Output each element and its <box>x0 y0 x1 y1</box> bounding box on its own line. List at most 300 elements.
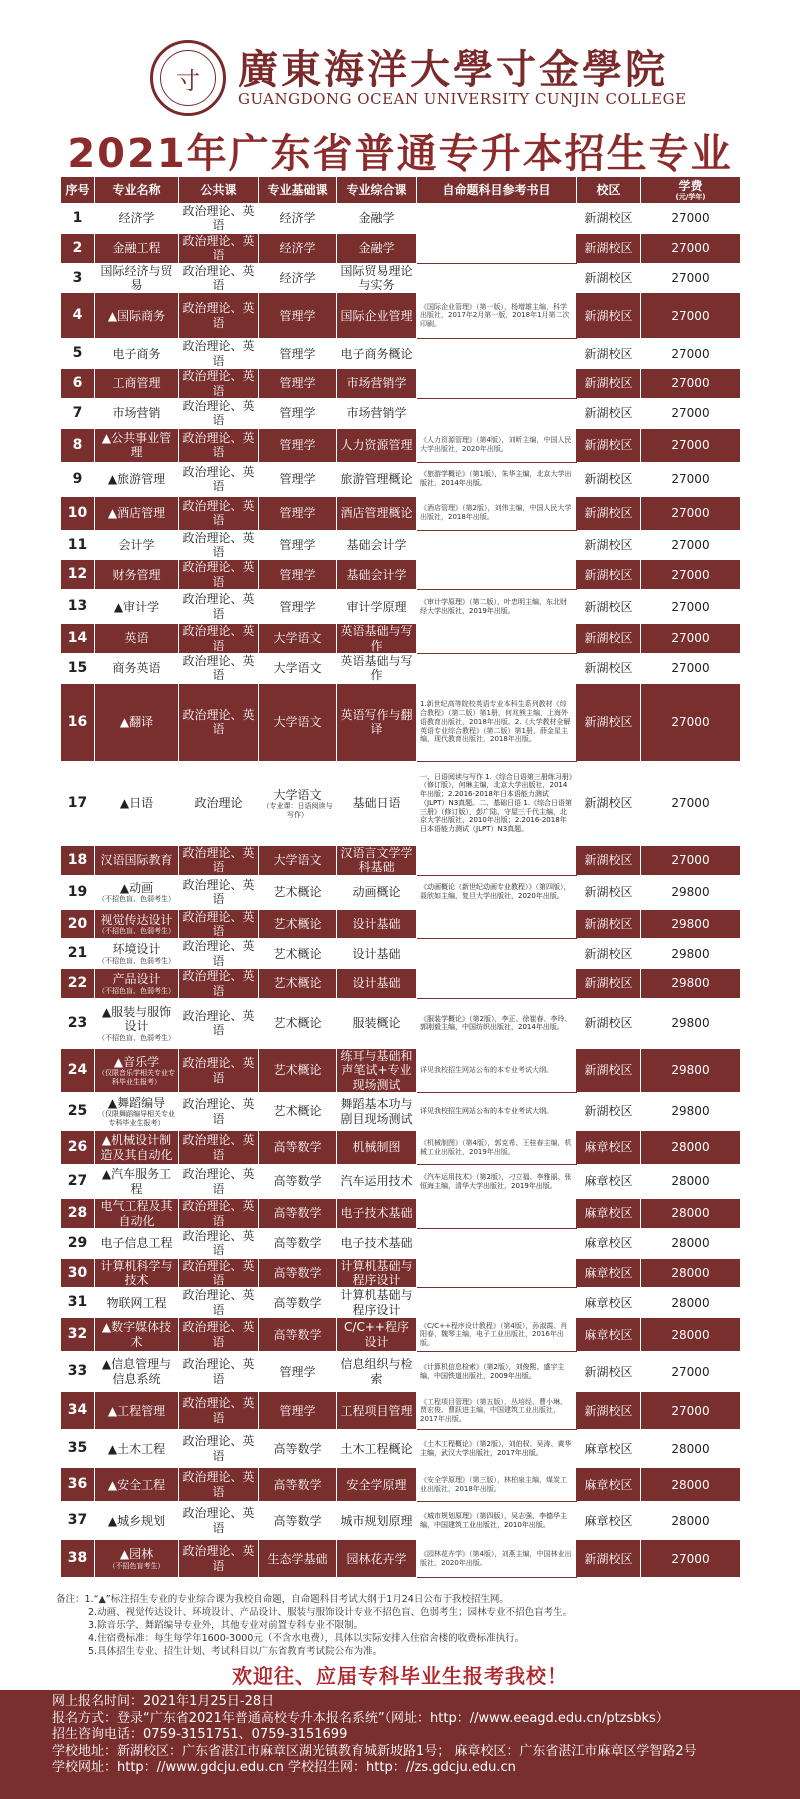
cell-major-text: ▲公共事业管理 <box>101 430 172 460</box>
cell-campus <box>577 1352 641 1392</box>
cell-comp-text: 计算机基础与程序设计 <box>340 1288 413 1317</box>
table-row <box>61 1048 741 1092</box>
cell-fee-text: 27000 <box>671 715 710 730</box>
cell-major <box>95 369 179 399</box>
cell-no <box>61 1131 95 1165</box>
cell-comp-text: 设计基础 <box>352 946 401 961</box>
cell-ref <box>417 624 577 654</box>
cell-major-text: ▲服装与服饰设计 <box>101 1004 172 1034</box>
cell-major <box>95 845 179 875</box>
cell-no <box>61 462 95 496</box>
cell-base-text: 高等数学 <box>273 1327 322 1342</box>
cell-campus <box>577 1165 641 1199</box>
cell-major-text: ▲音乐学 <box>113 1054 160 1069</box>
table-row <box>61 1502 741 1540</box>
cell-base <box>259 263 337 293</box>
cell-ref <box>417 1540 577 1578</box>
cell-base <box>259 233 337 263</box>
cell-comp <box>337 1165 417 1199</box>
cell-base <box>259 1258 337 1288</box>
cell-ref <box>417 1048 577 1092</box>
cell-ref-text: 《汽车运用技术》（第2版），刁立福、李雅丽、张恒海主编，清华大学出版社，2019年出版。 <box>420 1172 572 1190</box>
cell-public <box>179 1199 259 1229</box>
fee-header-unit: (元/学年) <box>675 192 706 201</box>
cell-no <box>61 204 95 234</box>
cell-fee-text: 27000 <box>671 240 710 255</box>
cell-major <box>95 998 179 1048</box>
cell-campus-text: 新湖校区 <box>584 599 633 614</box>
cell-comp-text: 设计基础 <box>352 916 401 931</box>
cell-base-text: 大学语文 <box>273 787 322 802</box>
table-row <box>61 1165 741 1199</box>
cell-public-text: 政治理论、英语 <box>182 1228 255 1258</box>
cell-comp <box>337 1502 417 1540</box>
cell-major <box>95 339 179 369</box>
cell-base-text: 高等数学 <box>273 1236 322 1251</box>
cell-campus-text: 新湖校区 <box>584 631 633 646</box>
cell-no-text: 21 <box>67 945 88 962</box>
cell-no <box>61 1093 95 1131</box>
footer-line: 报名方式：登录“广东省2021年普通高校专升本报名系统”（网址：http：//www.eeagd.edu.cn/ptzsbks） <box>52 1710 669 1726</box>
cell-no <box>61 530 95 560</box>
cell-fee-text: 28000 <box>671 1327 710 1342</box>
cell-no <box>61 1165 95 1199</box>
cell-no-text: 5 <box>72 345 83 362</box>
cell-campus-text: 麻章校区 <box>584 1513 633 1528</box>
cell-public-text: 政治理论、英语 <box>182 592 255 621</box>
cell-major <box>95 1165 179 1199</box>
cell-public <box>179 875 259 909</box>
cell-major <box>95 683 179 761</box>
footer-line: 学校网址：http：//www.gdcju.edu.cn 学校招生网：http：//zs.gdcju.edu.cn <box>52 1760 516 1775</box>
cell-ref-text: 《人力资源管理》（第4版），刘昕主编，中国人民大学出版社，2020年出版。 <box>420 436 572 454</box>
cell-public <box>179 1502 259 1540</box>
cell-comp <box>337 428 417 462</box>
cell-major-text: 会计学 <box>118 537 155 552</box>
cell-public <box>179 1540 259 1578</box>
cell-comp-text: C/C++程序设计 <box>344 1320 409 1349</box>
cell-major <box>95 909 179 939</box>
col-header-public: 公共课 <box>179 177 259 204</box>
cell-fee-text: 27000 <box>671 1403 710 1418</box>
cell-comp-text: 市场营销学 <box>346 406 407 421</box>
cell-base <box>259 293 337 339</box>
cell-base-text: 高等数学 <box>273 1174 322 1189</box>
cell-ref-text: 《服装学概论》（第2版），李正、徐崔春、李玲、郭刚毅主编，中国纺织出版社，2014年出版。 <box>420 1014 572 1032</box>
cell-public <box>179 683 259 761</box>
cell-ref-text: 《C/C++程序设计教程》（第4版），孙淑霞、肖阳春、魏琴主编，电子工业出版社，2016年出版。 <box>420 1321 568 1348</box>
cell-no <box>61 233 95 263</box>
cell-base <box>259 1502 337 1540</box>
cell-ref <box>417 1352 577 1392</box>
table-row <box>61 204 741 234</box>
cell-no <box>61 1288 95 1318</box>
cell-ref <box>417 204 577 234</box>
cell-base-text: 艺术概论 <box>273 916 322 931</box>
cell-no-text: 38 <box>67 1550 88 1567</box>
table-row <box>61 293 741 339</box>
note-line: 备注：1.“▲”标注招生专业的专业综合课为我校自命题，自命题科目考试大纲于1月24日公布于我校招生网。 <box>56 1594 509 1605</box>
cell-no-text: 2 <box>72 239 83 256</box>
cell-campus-text: 新湖校区 <box>584 884 633 899</box>
cell-ref <box>417 1288 577 1318</box>
cell-major <box>95 293 179 339</box>
table-row <box>61 1258 741 1288</box>
cell-public-text: 政治理论 <box>194 796 243 811</box>
cell-no <box>61 1468 95 1502</box>
cell-major-text: ▲汽车服务工程 <box>101 1167 172 1196</box>
cell-base-text: 艺术概论 <box>273 1104 322 1119</box>
cell-public-text: 政治理论、英语 <box>182 1506 255 1535</box>
cell-no-text: 23 <box>67 1015 88 1032</box>
majors-table <box>60 176 741 1578</box>
cell-campus <box>577 1392 641 1430</box>
cell-ref-text: 《国际企业管理》（第一版），杨增雄主编，科学出版社，2017年2月第一版，2018年1月第二次印刷。 <box>420 302 570 329</box>
table-row <box>61 1093 741 1131</box>
cell-campus-text: 麻章校区 <box>584 1265 633 1280</box>
cell-base <box>259 1430 337 1468</box>
cell-fee <box>641 1258 741 1288</box>
table-row <box>61 560 741 590</box>
cell-campus <box>577 204 641 234</box>
cell-public <box>179 1352 259 1392</box>
table-row <box>61 263 741 293</box>
cell-no-text: 30 <box>67 1264 88 1281</box>
cell-base-text: 管理学 <box>279 567 316 582</box>
cell-comp <box>337 654 417 684</box>
cell-ref <box>417 428 577 462</box>
table-row <box>61 1199 741 1229</box>
cell-no-text: 27 <box>67 1173 88 1190</box>
table-header-row <box>61 177 741 204</box>
cell-no-text: 22 <box>67 975 88 992</box>
cell-comp-text: 基础日语 <box>352 796 401 811</box>
cell-major <box>95 1228 179 1258</box>
cell-no-text: 13 <box>67 598 88 615</box>
cell-ref <box>417 909 577 939</box>
cell-campus <box>577 624 641 654</box>
table-row <box>61 654 741 684</box>
cell-public-text: 政治理论、英语 <box>182 845 255 875</box>
cell-base-text: 大学语文 <box>273 631 322 646</box>
cell-public <box>179 369 259 399</box>
cell-campus <box>577 761 641 845</box>
cell-ref-text: 《工程项目管理》（第五版），丛培经、曹小琳、贾宏俊、曹跃进主编，中国建筑工业出版社，2017年出版。 <box>420 1397 567 1424</box>
cell-public-text: 政治理论、英语 <box>182 654 255 683</box>
cell-major-text: 环境设计 <box>112 942 161 957</box>
cell-ref <box>417 1131 577 1165</box>
cell-public-text: 政治理论、英语 <box>182 1434 255 1463</box>
cell-public <box>179 969 259 999</box>
cell-public <box>179 263 259 293</box>
cell-major <box>95 590 179 624</box>
cell-major-text: 电子信息工程 <box>100 1236 173 1251</box>
cell-ref-text: 《旅游学概论》（第1版），朱华主编，北京大学出版社，2014年出版。 <box>420 470 572 488</box>
cell-fee-text: 27000 <box>671 505 710 520</box>
cell-campus <box>577 875 641 909</box>
cell-major <box>95 398 179 428</box>
school-name-en: GUANGDONG OCEAN UNIVERSITY CUNJIN COLLEGE <box>238 90 687 108</box>
cell-public <box>179 496 259 530</box>
cell-major <box>95 496 179 530</box>
cell-major-note: （仅限音乐学相关专业专科毕业生报考） <box>98 1069 175 1086</box>
cell-comp-text: 基础会计学 <box>346 567 407 582</box>
cell-major <box>95 1258 179 1288</box>
cell-public <box>179 560 259 590</box>
cell-base-text: 大学语文 <box>273 715 322 730</box>
cell-no-text: 28 <box>67 1205 88 1222</box>
cell-ref <box>417 263 577 293</box>
cell-no-text: 3 <box>72 269 83 286</box>
table-row <box>61 1430 741 1468</box>
fee-header-label: 学费 <box>678 179 703 194</box>
cell-base-text: 高等数学 <box>273 1513 322 1528</box>
cell-campus <box>577 998 641 1048</box>
cell-campus <box>577 1131 641 1165</box>
cell-public <box>179 1165 259 1199</box>
cell-campus-text: 麻章校区 <box>584 1140 633 1155</box>
note-line: 5.具体招生专业、招生计划、考试科目以广东省教育考试院公布为准。 <box>88 1646 383 1657</box>
cell-comp <box>337 1392 417 1430</box>
cell-fee <box>641 428 741 462</box>
cell-major <box>95 1093 179 1131</box>
cell-fee-text: 28000 <box>671 1441 710 1456</box>
cell-public-text: 政治理论、英语 <box>182 464 255 494</box>
cell-comp <box>337 624 417 654</box>
cell-public <box>179 1093 259 1131</box>
cell-base-text: 高等数学 <box>273 1206 322 1221</box>
cell-base-text: 管理学 <box>279 376 316 391</box>
cell-fee <box>641 1352 741 1392</box>
cell-ref <box>417 1165 577 1199</box>
cell-comp-text: 汉语言文学学科基础 <box>340 845 413 875</box>
cell-ref-text: 《土木工程概论》（第2版），刘伯权、吴涛、黄华主编，武汉大学出版社，2017年出版。 <box>420 1439 572 1457</box>
cell-fee-text: 28000 <box>671 1174 710 1189</box>
cell-campus-text: 新湖校区 <box>584 567 633 582</box>
cell-ref-text: 详见我校招生网站公布的本专业考试大纲。 <box>420 1066 553 1075</box>
cell-fee-text: 27000 <box>671 1364 710 1379</box>
cell-major <box>95 462 179 496</box>
cell-no-text: 34 <box>67 1402 88 1419</box>
cell-comp-text: 基础会计学 <box>346 537 407 552</box>
col-header-fee <box>641 177 741 204</box>
table-row <box>61 462 741 496</box>
cell-no <box>61 293 95 339</box>
cell-major-text: ▲信息管理与信息系统 <box>101 1357 172 1386</box>
cell-public-text: 政治理论、英语 <box>182 430 255 460</box>
cell-comp <box>337 1288 417 1318</box>
cell-base-text: 高等数学 <box>273 1140 322 1155</box>
cell-campus <box>577 339 641 369</box>
cell-comp-text: 工程项目管理 <box>340 1403 413 1418</box>
cell-no-text: 11 <box>67 536 88 553</box>
cell-ref-text: 1.新世纪高等院校英语专业本科生系列教材《综合教程》（第二版）第1册，何兆熊主编，上海外语教育出版社，2018年出版。2.《大学教材全解英语专业综合教程》（第二版）第1册，薛金星主编，现代教育出版社，2018年出版。 <box>420 700 571 744</box>
cell-base <box>259 1318 337 1352</box>
table-row <box>61 233 741 263</box>
cell-public <box>179 339 259 369</box>
cell-public-text: 政治理论、英语 <box>182 498 255 528</box>
cell-base-text: 经济学 <box>279 270 316 285</box>
cell-base-text: 艺术概论 <box>273 1016 322 1031</box>
cell-public-text: 政治理论、英语 <box>182 624 255 653</box>
cell-public-text: 政治理论、英语 <box>182 1357 255 1386</box>
cell-campus-text: 新湖校区 <box>584 1063 633 1078</box>
cell-comp <box>337 590 417 624</box>
cell-comp <box>337 293 417 339</box>
cell-no <box>61 1199 95 1229</box>
cell-major-text: ▲旅游管理 <box>107 471 166 486</box>
cell-fee <box>641 1468 741 1502</box>
cell-no <box>61 398 95 428</box>
cell-base-text: 艺术概论 <box>273 946 322 961</box>
cell-comp-text: 国际贸易理论与实务 <box>340 263 413 292</box>
cell-campus <box>577 1199 641 1229</box>
cell-major-text: ▲翻译 <box>119 715 154 730</box>
cell-comp-text: 土木工程概论 <box>340 1441 413 1456</box>
cell-base <box>259 1392 337 1430</box>
cell-base-text: 高等数学 <box>273 1441 322 1456</box>
cell-fee-text: 27000 <box>671 346 710 361</box>
cell-base <box>259 496 337 530</box>
cell-base <box>259 530 337 560</box>
cell-no <box>61 1048 95 1092</box>
cell-base <box>259 339 337 369</box>
cell-major-text: ▲土木工程 <box>107 1441 166 1456</box>
cell-major-text: 电气工程及其自动化 <box>100 1199 173 1228</box>
cell-no <box>61 369 95 399</box>
cell-no-text: 32 <box>67 1326 88 1343</box>
cell-campus-text: 新湖校区 <box>584 853 633 867</box>
cell-public <box>179 998 259 1048</box>
cell-ref-text: 详见我校招生网站公布的本专业考试大纲。 <box>420 1107 553 1116</box>
cell-campus-text: 新湖校区 <box>584 916 633 931</box>
cell-no <box>61 624 95 654</box>
cell-base <box>259 560 337 590</box>
cell-campus <box>577 1048 641 1092</box>
cell-major-note: （不招色盲、色弱考生） <box>98 895 175 904</box>
cell-fee <box>641 845 741 875</box>
cell-ref-text: 《城市规划原理》（第四版），吴志强、李德华主编，中国建筑工业出版社，2010年出版。 <box>420 1511 567 1529</box>
cell-comp-text: 汽车运用技术 <box>340 1174 413 1189</box>
cell-base-text: 管理学 <box>279 471 316 486</box>
cell-public <box>179 1468 259 1502</box>
cell-major-note: （仅限舞蹈编导相关专业专科毕业生报考） <box>98 1110 175 1127</box>
cell-comp-text: 英语基础与写作 <box>340 654 413 683</box>
cell-no-text: 15 <box>67 660 88 677</box>
cell-base <box>259 1093 337 1131</box>
cell-fee-text: 27000 <box>671 437 710 452</box>
cell-campus-text: 新湖校区 <box>584 406 633 421</box>
cell-no <box>61 496 95 530</box>
table-row <box>61 1392 741 1430</box>
cell-no-text: 14 <box>67 630 88 647</box>
cell-campus <box>577 1258 641 1288</box>
cell-fee-text: 28000 <box>671 1206 710 1221</box>
cell-campus-text: 新湖校区 <box>584 1364 633 1379</box>
cell-fee-text: 27000 <box>671 406 710 421</box>
cell-campus <box>577 1318 641 1352</box>
cell-major-text: ▲酒店管理 <box>107 505 166 520</box>
table-row <box>61 624 741 654</box>
cell-comp-text: 电子技术基础 <box>340 1236 413 1251</box>
cell-comp <box>337 398 417 428</box>
cell-no-text: 4 <box>72 307 83 324</box>
cell-no-text: 36 <box>67 1476 88 1493</box>
cell-campus <box>577 909 641 939</box>
cell-ref <box>417 339 577 369</box>
cell-major-text: 经济学 <box>118 211 155 226</box>
cell-comp-text: 旅游管理概论 <box>340 471 413 486</box>
cell-public <box>179 1131 259 1165</box>
cell-major <box>95 875 179 909</box>
cell-fee <box>641 998 741 1048</box>
cell-campus <box>577 428 641 462</box>
cell-no <box>61 1352 95 1392</box>
cell-base-text: 经济学 <box>279 240 316 255</box>
cell-campus <box>577 683 641 761</box>
cell-fee-text: 27000 <box>671 1551 710 1566</box>
cell-comp <box>337 204 417 234</box>
cell-fee-text: 27000 <box>671 471 710 486</box>
cell-base <box>259 1288 337 1318</box>
cell-base-text: 生态学基础 <box>267 1551 328 1566</box>
cell-public-text: 政治理论、英语 <box>182 877 255 907</box>
cell-comp <box>337 1048 417 1092</box>
cell-comp <box>337 1093 417 1131</box>
cell-campus-text: 新湖校区 <box>584 1403 633 1418</box>
cell-base <box>259 1165 337 1199</box>
cell-ref-text: 《审计学原理》（第二版），叶忠明主编，东北财经大学出版社，2019年出版。 <box>420 598 567 615</box>
cell-comp <box>337 909 417 939</box>
cell-no <box>61 683 95 761</box>
cell-public <box>179 204 259 234</box>
cell-campus <box>577 1093 641 1131</box>
cell-campus <box>577 530 641 560</box>
cell-ref <box>417 1228 577 1258</box>
cell-public-text: 政治理论、英语 <box>182 1544 255 1573</box>
cell-no <box>61 1258 95 1288</box>
cell-major <box>95 428 179 462</box>
cell-campus <box>577 1468 641 1502</box>
cell-fee <box>641 263 741 293</box>
cell-comp <box>337 969 417 999</box>
cell-campus-text: 新湖校区 <box>584 661 633 676</box>
cell-fee <box>641 969 741 999</box>
cell-comp <box>337 369 417 399</box>
cell-no-text: 20 <box>67 915 88 932</box>
cell-major <box>95 1430 179 1468</box>
cell-campus-text: 麻章校区 <box>584 1441 633 1456</box>
cell-major <box>95 624 179 654</box>
cell-ref <box>417 293 577 339</box>
cell-campus <box>577 398 641 428</box>
cell-no <box>61 1540 95 1578</box>
cell-public-text: 政治理论、英语 <box>182 339 255 368</box>
cell-campus <box>577 845 641 875</box>
cell-base <box>259 1131 337 1165</box>
cell-comp <box>337 998 417 1048</box>
cell-major-text: ▲舞蹈编导 <box>107 1096 166 1111</box>
note-line: 4.住宿费标准：每生每学年1600-3000元（不含水电费），具体以实际安排入住宿舍楼的收费标准执行。 <box>88 1633 525 1644</box>
cell-campus-text: 新湖校区 <box>584 270 633 285</box>
cell-no <box>61 1392 95 1430</box>
cell-no <box>61 875 95 909</box>
cell-base <box>259 939 337 969</box>
cell-no-text: 16 <box>67 713 88 730</box>
cell-major <box>95 1540 179 1578</box>
cell-campus-text: 新湖校区 <box>584 211 633 226</box>
table-row <box>61 1228 741 1258</box>
